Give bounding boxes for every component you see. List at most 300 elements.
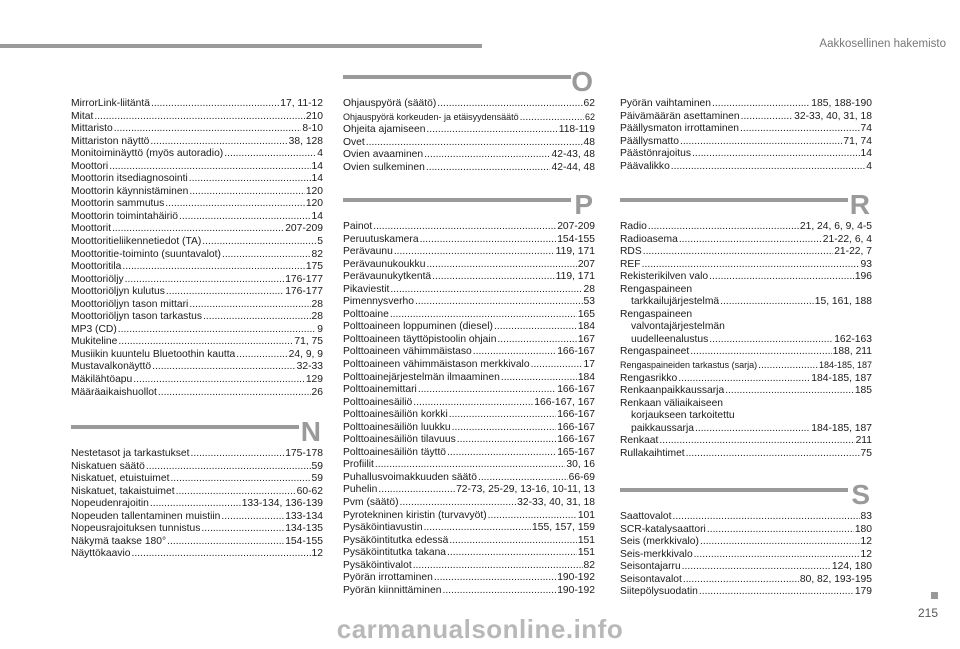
index-entry <box>343 422 595 435</box>
entry-term: Pyörän vaihtaminen <box>620 98 712 109</box>
index-entry <box>620 123 872 136</box>
dot-leader <box>424 149 550 162</box>
dot-leader <box>394 246 555 259</box>
dot-leader <box>473 346 556 359</box>
entry-pages: 32-33 <box>296 361 323 373</box>
header-rule <box>0 44 482 48</box>
entry-pages: 207-209 <box>285 223 323 235</box>
entry-term: Polttoaine <box>343 308 389 320</box>
dot-leader <box>118 336 293 349</box>
entry-term: Puhelin <box>343 484 378 496</box>
index-entry <box>343 397 595 410</box>
entry-pages: 151 <box>577 534 595 546</box>
dot-leader <box>682 561 831 574</box>
entry-term: Polttoaineen vähimmäistaso <box>343 346 472 358</box>
dot-leader <box>189 173 311 186</box>
index-entry <box>343 149 595 162</box>
entry-pages: 154-155 <box>557 233 595 245</box>
index-section-r <box>620 191 872 460</box>
dot-leader <box>449 535 576 548</box>
entry-pages: 133-134, 136-139 <box>241 498 323 510</box>
index-entry: Rekisterikilven valo ..... 196 <box>620 271 872 284</box>
index-entry <box>71 148 323 161</box>
index-entry <box>343 221 595 234</box>
entry-term: Polttoainejärjestelmän ilmaaminen <box>343 371 500 383</box>
index-entry <box>343 98 595 111</box>
entry-pages: 166-167 <box>557 409 595 421</box>
index-entry <box>343 434 595 447</box>
index-entry <box>71 98 323 111</box>
entry-pages: 133-134 <box>285 510 323 522</box>
index-entry <box>71 523 323 536</box>
section-rule <box>71 425 299 429</box>
entry-term: Moottoriöljyn tason tarkastus <box>71 311 203 323</box>
entry-pages: 9 <box>317 323 323 335</box>
entry-term: Pimennysverho <box>343 296 414 308</box>
dot-leader <box>447 547 577 560</box>
index-entry <box>620 561 872 574</box>
dot-leader <box>167 536 284 549</box>
dot-leader <box>373 221 556 234</box>
index-entry <box>71 311 323 324</box>
entry-term: Painot <box>343 221 373 232</box>
index-entry <box>343 321 595 334</box>
entry-pages: 129 <box>305 374 323 386</box>
entry-pages: 166-167 <box>557 434 595 446</box>
section-header-s <box>620 481 872 511</box>
section-rule <box>343 75 571 79</box>
dot-leader <box>179 211 311 224</box>
index-entry <box>71 186 323 199</box>
entry-term: Ohjauspyörä korkeuden- ja etäisyydensäätö <box>343 111 519 122</box>
dot-leader <box>699 586 854 599</box>
dot-leader <box>222 249 311 262</box>
entries-s <box>620 511 872 599</box>
index-entry <box>343 234 595 247</box>
entry-term: Polttoaineen täyttöpistoolin ohjain <box>343 333 497 345</box>
entry-term: Ohjeita ajamiseen <box>343 124 426 136</box>
dot-leader <box>683 574 799 587</box>
index-entry <box>71 161 323 174</box>
entry-term: Perävaunukoukku <box>343 258 426 270</box>
entry-term: Polttoainesäiliön tilavuus <box>343 434 456 446</box>
dot-leader <box>740 123 859 136</box>
entry-term: Polttoaineen vähimmäistason merkkivalo <box>343 359 530 371</box>
index-entry <box>71 223 323 236</box>
dot-leader <box>424 522 531 535</box>
entry-term: Profiilit <box>343 459 374 471</box>
entry-term: Mustavalkonäyttö <box>71 361 152 373</box>
section-header-r <box>620 191 872 221</box>
entry-pages: 190-192 <box>557 584 595 596</box>
index-entry <box>343 372 595 385</box>
index-entry <box>620 111 872 124</box>
index-entry: paikkaussarja ..... 184-185, 187 <box>620 423 872 436</box>
entry-term: Polttoainesäiliön luukku <box>343 421 451 433</box>
dot-leader <box>497 334 576 347</box>
entry-pages: 82 <box>583 559 595 571</box>
dot-leader <box>165 198 305 211</box>
entry-pages: 82 <box>311 248 323 260</box>
entry-term: Polttoainesäiliön korkki <box>343 409 448 421</box>
index-entry <box>71 198 323 211</box>
index-entry <box>343 346 595 359</box>
index-entry <box>620 511 872 524</box>
dot-leader <box>680 136 842 149</box>
entry-pages: 28 <box>583 283 595 295</box>
entry-pages: 74 <box>860 123 872 135</box>
entry-pages: 176-177 <box>285 273 323 285</box>
entry-pages: 17 <box>583 359 595 371</box>
dot-leader <box>366 137 583 150</box>
corner-marker <box>931 592 938 599</box>
dot-leader <box>378 484 455 497</box>
dot-leader <box>700 536 860 549</box>
dot-leader <box>707 524 854 537</box>
index-entry <box>71 374 323 387</box>
entry-term: Saattovalot <box>620 511 672 522</box>
entry-pages: 166-167 <box>557 421 595 433</box>
dot-leader <box>152 361 296 374</box>
entry-pages: 175-178 <box>285 448 323 459</box>
index-entry <box>71 361 323 374</box>
entry-term: Pyörän kiinnittäminen <box>343 584 442 596</box>
entry-term: Seisontajarru <box>620 561 681 573</box>
entry-pages: 42-44, 48 <box>551 161 595 173</box>
entry-term: Moottoriöljyn kulutus <box>71 286 165 298</box>
dot-leader <box>520 112 584 125</box>
entry-pages: 12 <box>860 536 872 548</box>
entry-term: Pvm (säätö) <box>343 497 399 509</box>
entry-term: Perävaunukytkentä <box>343 271 432 283</box>
dot-leader <box>426 259 576 272</box>
index-entry <box>71 211 323 224</box>
index-entry <box>343 111 595 125</box>
entry-pages: 175 <box>305 261 323 273</box>
index-column-3-top <box>620 98 872 173</box>
entry-pages: 166-167 <box>557 384 595 396</box>
entry-pages: 118-119 <box>558 124 595 136</box>
dot-leader <box>109 161 310 174</box>
entry-pages: 166-167, 167 <box>534 396 595 408</box>
index-entry <box>343 246 595 259</box>
dot-leader <box>112 223 284 236</box>
entry-term: MirrorLink-liitäntä <box>71 98 150 109</box>
entry-term: Polttoaineen loppuminen (diesel) <box>343 321 493 333</box>
index-entry <box>343 409 595 422</box>
entry-pages: 5 <box>317 236 323 248</box>
dot-leader <box>426 162 551 175</box>
entry-pages: 62 <box>584 111 595 122</box>
entry-term: Nopeuden tallentaminen muistiin <box>71 510 221 522</box>
index-entry <box>343 384 595 397</box>
entry-pages: 120 <box>305 198 323 210</box>
dot-leader <box>413 560 583 573</box>
index-entry <box>343 296 595 309</box>
dot-leader <box>201 523 284 536</box>
index-entry-line: Rengaspaineen <box>620 308 693 320</box>
index-entry <box>71 511 323 524</box>
entry-pages: 60-62 <box>296 485 323 497</box>
index-entry <box>71 536 323 549</box>
entry-term: Mittariston näyttö <box>71 135 150 147</box>
dot-leader <box>224 148 316 161</box>
dot-leader <box>413 397 533 410</box>
dot-leader <box>673 511 860 524</box>
entry-pages: 179 <box>854 586 872 598</box>
dot-leader <box>488 510 577 523</box>
index-entry <box>71 548 323 561</box>
index-entry <box>71 123 323 136</box>
dot-leader <box>150 498 241 511</box>
section-header-p <box>343 191 595 221</box>
header-title: Aakkosellinen hakemisto <box>819 38 946 50</box>
dot-leader <box>400 497 517 510</box>
entry-term: Siitepölysuodatin <box>620 586 698 598</box>
index-entry <box>71 349 323 362</box>
entry-term: Mittaristo <box>71 123 113 135</box>
entry-pages: 38, 128 <box>288 135 323 147</box>
entry-term: Ohjauspyörä (säätö) <box>343 98 437 109</box>
index-entry <box>71 473 323 486</box>
entry-pages: 24, 9, 9 <box>288 348 323 360</box>
index-entry <box>71 324 323 337</box>
entry-pages: 124, 180 <box>831 561 872 573</box>
index-entry <box>343 309 595 322</box>
dot-leader <box>132 548 311 561</box>
entry-pages: 83 <box>860 511 872 522</box>
index-entry <box>71 111 323 124</box>
entries-p <box>343 221 595 597</box>
entry-term: Monitoiminäyttö (myös autoradio) <box>71 148 224 160</box>
dot-leader <box>176 486 296 499</box>
dot-leader <box>449 409 556 422</box>
entry-pages: 180 <box>854 523 872 535</box>
index-entry-line: Renkaan väliaikaiseen <box>620 397 724 409</box>
entries-m <box>71 98 323 399</box>
dot-leader <box>420 234 557 247</box>
section-letter-o: O <box>571 66 593 97</box>
index-entry <box>620 148 872 161</box>
index-entry <box>343 585 595 598</box>
entry-term: Päällysmaton irrottaminen <box>620 123 740 135</box>
section-rule <box>343 198 571 202</box>
index-entry: uudelleenalustus ..... 162-163 <box>620 334 872 347</box>
entry-term: Mitat <box>71 110 94 122</box>
index-entry <box>71 249 323 262</box>
entry-pages: 185, 188-190 <box>811 98 872 109</box>
dot-leader <box>531 359 583 372</box>
entry-pages: 59 <box>311 460 323 472</box>
entry-pages: 14 <box>860 148 872 160</box>
dot-leader <box>712 98 810 111</box>
index-entry <box>71 299 323 312</box>
dot-leader <box>426 124 557 137</box>
entry-pages: 12 <box>860 548 872 560</box>
index-entry <box>343 535 595 548</box>
index-entry <box>71 387 323 400</box>
index-entry <box>71 136 323 149</box>
entry-pages: 167 <box>577 333 595 345</box>
index-entry <box>343 284 595 297</box>
index-entry-line: Rengaspaineen <box>620 283 693 295</box>
dot-leader <box>190 448 284 461</box>
dot-leader <box>434 572 556 585</box>
dot-leader <box>671 161 865 174</box>
index-entry <box>620 549 872 562</box>
section-header-n <box>71 418 323 448</box>
dot-leader <box>457 434 556 447</box>
dot-leader <box>418 384 556 397</box>
entry-term: Pysäköintitutka edessä <box>343 534 449 546</box>
entry-term: Moottorin käynnistäminen <box>71 185 189 197</box>
entry-pages: 66-69 <box>568 471 595 483</box>
entry-term: Moottoritieliikennetiedot (TA) <box>71 236 202 248</box>
entry-term: Moottori <box>71 160 109 172</box>
entry-term: Polttoainemittari <box>343 384 417 396</box>
entry-pages: 14 <box>311 210 323 222</box>
entry-pages: 17, 11-12 <box>280 98 323 109</box>
dot-leader <box>189 299 310 312</box>
entry-term: Ovet <box>343 136 365 148</box>
entry-term: Niskatuen säätö <box>71 460 145 472</box>
index-entry: Rengasrikko ..... 184-185, 187 <box>620 373 872 386</box>
index-entry <box>343 124 595 137</box>
index-entry <box>71 274 323 287</box>
index-entry <box>620 586 872 599</box>
dot-leader <box>437 98 582 111</box>
entry-pages: 190-192 <box>557 572 595 584</box>
entry-term: Pyörän irrottaminen <box>343 572 433 584</box>
index-entry <box>343 472 595 485</box>
dot-leader <box>146 461 311 474</box>
entry-pages: 26 <box>311 386 323 398</box>
dot-leader <box>452 422 557 435</box>
section-rule <box>620 198 848 202</box>
index-entry <box>620 536 872 549</box>
dot-leader <box>432 271 555 284</box>
dot-leader <box>170 473 310 486</box>
index-entry <box>343 334 595 347</box>
entry-pages: 80, 82, 193-195 <box>799 573 872 585</box>
index-entry <box>343 547 595 560</box>
entry-term: Nopeudenrajoitin <box>71 498 149 510</box>
index-entry <box>343 359 595 372</box>
index-section-p <box>343 191 595 597</box>
index-entry <box>620 98 872 111</box>
entry-pages: 14 <box>311 160 323 172</box>
entry-term: Musiikin kuuntelu Bluetoothin kautta <box>71 348 236 360</box>
entries-n <box>71 448 323 561</box>
entry-term: Päästönrajoitus <box>620 148 691 160</box>
entry-term: Pysäköintiavustin <box>343 522 423 534</box>
index-entry: Rengaspaineiden tarkastus (sarja) ..... 184-185, 187 <box>620 359 872 373</box>
index-entry <box>71 261 323 274</box>
entry-term: Niskatuet, takaistuimet <box>71 485 175 497</box>
index-entry <box>71 448 323 461</box>
entry-pages: 4 <box>866 160 872 172</box>
index-entry <box>71 461 323 474</box>
entry-term: Pysäköintivalot <box>343 559 412 571</box>
entry-pages: 134-135 <box>285 523 323 535</box>
entry-term: Moottorit <box>71 223 112 235</box>
section-letter-p: P <box>574 189 593 220</box>
dot-leader <box>501 372 577 385</box>
index-entry <box>343 137 595 150</box>
section-rule <box>620 488 848 492</box>
index-entry <box>343 522 595 535</box>
dot-leader <box>151 98 279 111</box>
entry-pages: 154-155 <box>285 535 323 547</box>
index-entry <box>343 162 595 175</box>
dot-leader <box>203 311 310 324</box>
entry-pages: 151 <box>577 547 595 559</box>
entry-term: Perävaunu <box>343 246 393 258</box>
entry-term: MP3 (CD) <box>71 323 117 335</box>
entry-pages: 53 <box>583 296 595 308</box>
entries-r <box>620 221 872 460</box>
entry-term: Puhallusvoimakkuuden säätö <box>343 471 477 483</box>
dot-leader <box>442 585 556 598</box>
index-entry <box>343 560 595 573</box>
index-entry: Rullakaihtimet ..... 75 <box>620 448 872 461</box>
entry-pages: 8-10 <box>302 123 323 135</box>
dot-leader <box>694 549 860 562</box>
dot-leader <box>118 324 317 337</box>
entry-term: Mäkilähtöapu <box>71 374 133 386</box>
entry-pages: 165 <box>577 308 595 320</box>
entry-pages: 14 <box>311 173 323 185</box>
index-entry <box>343 497 595 510</box>
entry-term: Polttoainesäiliön täyttö <box>343 446 447 458</box>
entry-term: Päivämäärän asettaminen <box>620 110 740 122</box>
index-entry <box>71 336 323 349</box>
index-entry <box>620 136 872 149</box>
entry-term: Moottoritila <box>71 261 122 273</box>
entry-pages: 207-209 <box>557 221 595 232</box>
dot-leader <box>375 459 565 472</box>
index-entry: Radio ..... 21, 24, 6, 9, 4-5 <box>620 221 872 234</box>
dot-leader <box>390 284 582 297</box>
index-section-o <box>343 68 595 174</box>
entry-term: Peruutuskamera <box>343 233 419 245</box>
entry-term: Seis-merkkivalo <box>620 548 693 560</box>
entry-pages: 119, 171 <box>555 246 595 258</box>
entry-term: Näkymä taakse 180° <box>71 535 167 547</box>
entry-term: Mukiteline <box>71 336 118 348</box>
entry-pages: 120 <box>305 185 323 197</box>
dot-leader <box>390 309 577 322</box>
index-entry <box>343 447 595 460</box>
dot-leader <box>158 387 311 400</box>
entry-pages: 184 <box>577 371 595 383</box>
entry-pages: 28 <box>311 311 323 323</box>
entry-pages: 12 <box>311 548 323 560</box>
index-entry: RDS ..... 21-22, 7 <box>620 246 872 259</box>
dot-leader <box>122 261 304 274</box>
entry-term: Moottorin itsediagnosointi <box>71 173 188 185</box>
index-entry <box>343 484 595 497</box>
index-entry <box>71 236 323 249</box>
dot-leader <box>94 111 304 124</box>
entry-pages: 101 <box>577 509 595 521</box>
entry-pages: 210 <box>305 110 323 122</box>
dot-leader <box>166 286 284 299</box>
dot-leader <box>741 111 793 124</box>
section-header-o <box>343 68 595 98</box>
entry-term: Nestetasot ja tarkastukset <box>71 448 190 459</box>
entry-term: Päällysmatto <box>620 135 679 147</box>
